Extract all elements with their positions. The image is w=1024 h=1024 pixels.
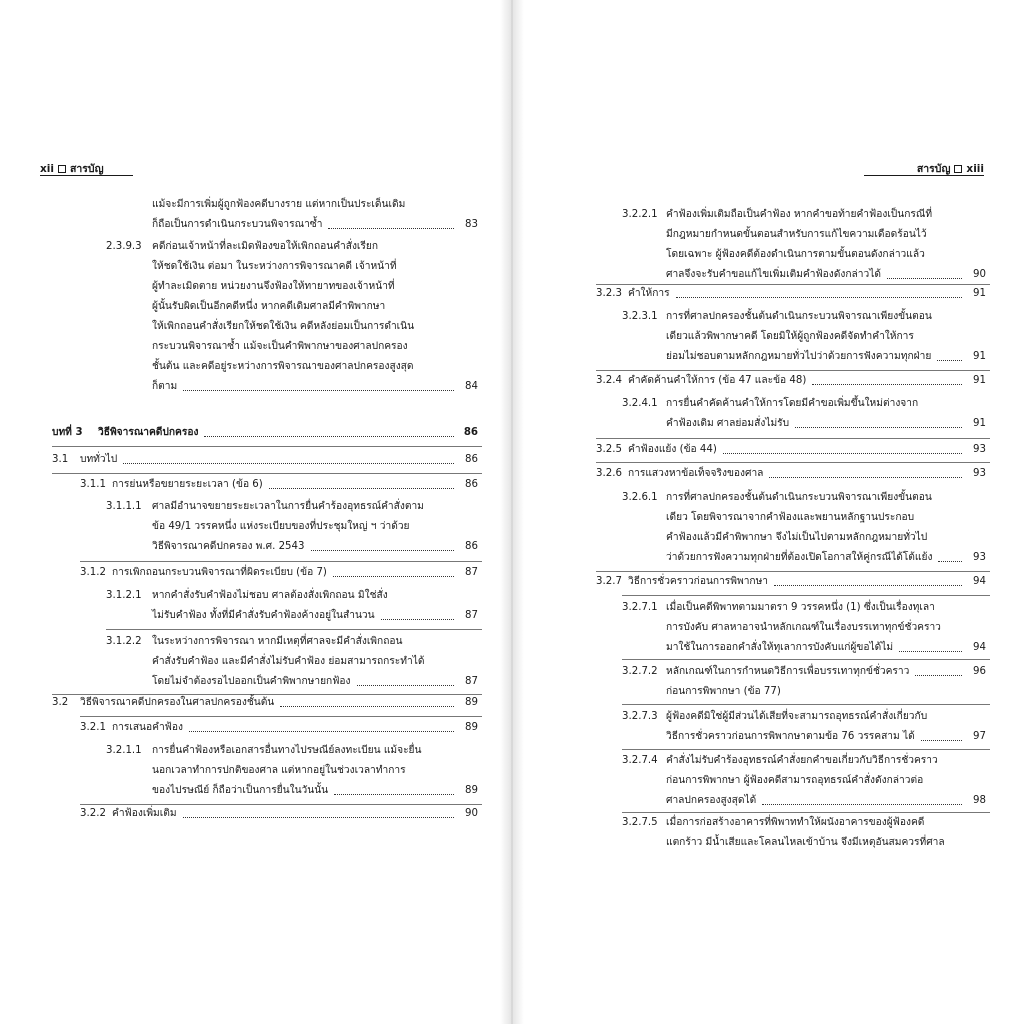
right-header-title: สารบัญ: [916, 163, 951, 175]
toc-number: 3.2.7.5: [622, 817, 658, 828]
toc-page: 87: [465, 676, 478, 687]
toc-line: ศาลจึงจะรับคำขอแก้ไขเพิ่มเติมคำฟ้องดังกล่าวได้: [666, 269, 881, 280]
toc-title: คำให้การ: [628, 288, 670, 299]
toc-page: 87: [465, 567, 478, 578]
toc-number: 2.3.9.3: [106, 241, 142, 252]
toc-entry: [622, 662, 986, 702]
toc-line: ให้เพิกถอนคำสั่งเรียกให้ชดใช้เงิน คดีหลังย่อมเป็นการดำเนิน: [152, 321, 415, 332]
toc-number: 3.1.2.1: [106, 590, 142, 601]
toc-entry: [622, 205, 986, 285]
divider: [622, 704, 990, 705]
toc-number: 3.1: [52, 454, 69, 465]
toc-number: 3.2.7.4: [622, 755, 658, 766]
toc-chapter: [52, 423, 478, 443]
toc-number: 3.1.1.1: [106, 501, 142, 512]
toc-line: ผู้ฟ้องคดีมิใช่ผู้มีส่วนได้เสียที่จะสามารถอุทธรณ์คำสั่งเกี่ยวกับ: [666, 711, 928, 722]
toc-line: การที่ศาลปกครองชั้นต้นดำเนินกระบวนพิจารณาเพียงขั้นตอน: [666, 492, 932, 503]
toc-page: 90: [973, 269, 986, 280]
toc-line: ว่าด้วยการฟังความทุกฝ่ายที่ต้องเปิดโอกาสให้คู่กรณีได้โต้แย้ง: [666, 552, 933, 563]
toc-line: การบังคับ ศาลหาอาจนำหลักเกณฑ์ในเรื่องบรรเทาทุกข์ชั่วคราว: [666, 622, 941, 633]
toc-line: คดีก่อนเจ้าหน้าที่ละเมิดฟ้องขอให้เพิกถอนคำสั่งเรียก: [152, 241, 379, 252]
toc-number: 3.2.2.1: [622, 209, 658, 220]
divider: [622, 595, 990, 596]
toc-number: 3.2.7.3: [622, 711, 658, 722]
toc-line: ย่อมไม่ชอบตามหลักกฎหมายทั่วไปว่าด้วยการฟังความทุกฝ่าย: [666, 351, 932, 362]
toc-page: 90: [465, 808, 478, 819]
toc-line: คำฟ้องเดิม ศาลย่อมสั่งไม่รับ: [666, 418, 790, 429]
toc-entry: [596, 440, 986, 460]
toc-number: 3.2.1: [80, 722, 106, 733]
divider: [52, 446, 482, 447]
toc-title: การเพิกถอนกระบวนพิจารณาที่ผิดระเบียบ (ข้อ 7): [112, 567, 327, 578]
toc-page: 86: [465, 541, 478, 552]
divider: [80, 561, 482, 562]
toc-line: การที่ศาลปกครองชั้นต้นดำเนินกระบวนพิจารณาเพียงขั้นตอน: [666, 311, 932, 322]
toc-entry: [596, 464, 986, 484]
divider: [596, 438, 990, 439]
toc-number: 3.2.4: [596, 375, 622, 386]
toc-line: มาใช้ในการออกคำสั่งให้ทุเลาการบังคับแก่ผู้ขอได้ไม่: [666, 642, 894, 653]
divider: [80, 716, 482, 717]
toc-entry: [80, 804, 478, 824]
toc-entry: [596, 572, 986, 592]
toc-line: เมื่อการก่อสร้างอาคารที่พิพาททำให้ผนังอาคารของผู้ฟ้องคดี: [666, 817, 925, 828]
toc-page: 86: [463, 427, 478, 438]
toc-page: 89: [465, 697, 478, 708]
toc-page: 86: [465, 479, 478, 490]
toc-title: การแสวงหาข้อเท็จจริงของศาล: [628, 468, 764, 479]
toc-line: หากคำสั่งรับคำฟ้องไม่ชอบ ศาลต้องสั่งเพิกถอน มิใช่สั่ง: [152, 590, 388, 601]
toc-line: ก็ตาม: [152, 381, 178, 392]
toc-line: แม้จะมีการเพิ่มผู้ถูกฟ้องคดีบางราย แต่หากเป็นประเด็นเดิม: [152, 199, 406, 210]
toc-title: บททั่วไป: [80, 454, 118, 465]
divider: [622, 659, 990, 660]
toc-entry: [106, 237, 478, 397]
toc-title: การเสนอคำฟ้อง: [112, 722, 183, 733]
toc-title: คำฟ้องเพิ่มเติม: [112, 808, 177, 819]
book-gutter: [500, 0, 524, 1024]
left-page-number: xii: [40, 162, 54, 175]
toc-page: 98: [973, 795, 986, 806]
toc-line: วิธีการชั่วคราวก่อนการพิพากษาตามข้อ 76 วรรคสาม ได้: [666, 731, 915, 742]
divider: [622, 749, 990, 750]
toc-line: ผู้ทำละเมิดตาย หน่วยงานจึงฟ้องให้ทายาทของเจ้าหน้าที่: [152, 281, 395, 292]
divider: [106, 629, 482, 630]
toc-line: หลักเกณฑ์ในการกำหนดวิธีการเพื่อบรรเทาทุกข์ชั่วคราว: [666, 666, 910, 677]
divider: [52, 473, 482, 474]
toc-line: คำสั่งรับคำฟ้อง และมีคำสั่งไม่รับคำฟ้อง ย่อมสามารถกระทำได้: [152, 656, 425, 667]
toc-entry: [622, 307, 986, 367]
toc-entry: [80, 718, 478, 738]
toc-page: 93: [973, 468, 986, 479]
toc-line: เมื่อเป็นคดีพิพาทตามมาตรา 9 วรรคหนึ่ง (1) ซึ่งเป็นเรื่องทุเลา: [666, 602, 935, 613]
toc-line: ในระหว่างการพิจารณา หากมีเหตุที่ศาลจะมีคำสั่งเพิกถอน: [152, 636, 403, 647]
toc-entry: [596, 371, 986, 391]
toc-number: 3.2.6.1: [622, 492, 658, 503]
toc-number: 3.2.5: [596, 444, 622, 455]
divider: [596, 462, 990, 463]
toc-number: 3.2.6: [596, 468, 622, 479]
toc-page: 91: [973, 418, 986, 429]
toc-page: 94: [973, 642, 986, 653]
toc-line: โดยเฉพาะ ผู้ฟ้องคดีต้องดำเนินการตามขั้นตอนดังกล่าวแล้ว: [666, 249, 925, 260]
left-header-title: สารบัญ: [69, 163, 104, 175]
toc-line: โดยไม่จำต้องรอไปออกเป็นคำพิพากษายกฟ้อง: [152, 676, 351, 687]
toc-line: ก่อนการพิพากษา ผู้ฟ้องคดีสามารถอุทธรณ์คำสั่งดังกล่าวต่อ: [666, 775, 924, 786]
toc-line: ก็ถือเป็นการดำเนินกระบวนพิจารณาซ้ำ: [152, 219, 323, 230]
toc-line: การยื่นคำฟ้องหรือเอกสารอื่นทางไปรษณีย์ลงทะเบียน แม้จะยื่น: [152, 745, 422, 756]
toc-title: วิธีพิจารณาคดีปกครอง: [98, 427, 199, 438]
toc-page: 83: [465, 219, 478, 230]
toc-line: คำฟ้องเพิ่มเติมถือเป็นคำฟ้อง หากคำขอท้ายคำฟ้องเป็นกรณีที่: [666, 209, 933, 220]
toc-line: ศาลมีอำนาจขยายระยะเวลาในการยื่นคำร้องอุทธรณ์คำสั่งตาม: [152, 501, 424, 512]
toc-line: คำฟ้องแล้วมีคำพิพากษา จึงไม่เป็นไปตามหลักกฎหมายทั่วไป: [666, 532, 928, 543]
toc-entry: [52, 693, 478, 713]
toc-title: คำฟ้องแย้ง (ข้อ 44): [628, 444, 717, 455]
toc-entry: [80, 475, 478, 495]
toc-line: ชั้นต้น และคดีอยู่ระหว่างการพิจารณาของศาลปกครองสูงสุด: [152, 361, 414, 372]
toc-entry: [106, 632, 478, 692]
toc-entry: [596, 284, 986, 304]
toc-number: 3.1.2: [80, 567, 106, 578]
toc-line: ก่อนการพิพากษา (ข้อ 77): [666, 686, 781, 697]
toc-number: 3.2: [52, 697, 69, 708]
square-icon: [954, 165, 962, 173]
toc-line: มีกฎหมายกำหนดขั้นตอนสำหรับการแก้ไขความเดือดร้อนไว้: [666, 229, 927, 240]
toc-page: 84: [465, 381, 478, 392]
toc-page: 86: [465, 454, 478, 465]
toc-number: 3.2.2: [80, 808, 106, 819]
toc-line: เดียว โดยพิจารณาจากคำฟ้องและพยานหลักฐานประกอบ: [666, 512, 915, 523]
toc-entry: [622, 598, 986, 658]
toc-title: การย่นหรือขยายระยะเวลา (ข้อ 6): [112, 479, 263, 490]
toc-page: 89: [465, 785, 478, 796]
toc-entry: [152, 195, 478, 235]
toc-entry: [52, 450, 478, 470]
toc-line: ข้อ 49/1 วรรคหนึ่ง แห่งระเบียบของที่ประชุมใหญ่ ฯ ว่าด้วย: [152, 521, 410, 532]
toc-title: วิธีการชั่วคราวก่อนการพิพากษา: [628, 576, 769, 587]
toc-line: นอกเวลาทำการปกติของศาล แต่หากอยู่ในช่วงเวลาทำการ: [152, 765, 406, 776]
square-icon: [58, 165, 66, 173]
toc-entry: [622, 751, 986, 811]
toc-entry: [622, 488, 986, 568]
toc-line: ของไปรษณีย์ ก็ถือว่าเป็นการยื่นในวันนั้น: [152, 785, 329, 796]
toc-line: การยื่นคำคัดค้านคำให้การโดยมีคำขอเพิ่มขึ้นใหม่ต่างจาก: [666, 398, 919, 409]
toc-line: แตกร้าว มีน้ำเสียและโคลนไหลเข้าบ้าน จึงมีเหตุอันสมควรที่ศาล: [666, 837, 945, 848]
toc-page: 93: [973, 552, 986, 563]
toc-number: 3.2.3.1: [622, 311, 658, 322]
toc-page: 94: [973, 576, 986, 587]
toc-page: 91: [973, 288, 986, 299]
toc-entry: [80, 563, 478, 583]
toc-entry: [622, 813, 986, 853]
toc-number: 3.2.3: [596, 288, 622, 299]
toc-number: 3.2.7.2: [622, 666, 658, 677]
toc-page: 87: [465, 610, 478, 621]
left-header-rule: [40, 175, 133, 176]
toc-line: คำสั่งไม่รับคำร้องอุทธรณ์คำสั่งยกคำขอเกี่ยวกับวิธีการชั่วคราว: [666, 755, 938, 766]
toc-number: บทที่ 3: [52, 427, 83, 438]
toc-line: ไม่รับคำฟ้อง ทั้งที่มีคำสั่งรับคำฟ้องค้างอยู่ในสำนวน: [152, 610, 375, 621]
toc-page: 93: [973, 444, 986, 455]
toc-page: 97: [973, 731, 986, 742]
toc-number: 3.1.2.2: [106, 636, 142, 647]
toc-line: เดียวแล้วพิพากษาคดี โดยมิให้ผู้ถูกฟ้องคดีจัดทำคำให้การ: [666, 331, 914, 342]
toc-title: คำคัดค้านคำให้การ (ข้อ 47 และข้อ 48): [628, 375, 807, 386]
toc-line: วิธีพิจารณาคดีปกครอง พ.ศ. 2543: [152, 541, 305, 552]
toc-page: 89: [465, 722, 478, 733]
toc-entry: [622, 707, 986, 747]
toc-entry: [106, 741, 478, 801]
toc-page: 96: [973, 666, 986, 677]
toc-number: 3.2.1.1: [106, 745, 142, 756]
toc-line: ให้ชดใช้เงิน ต่อมา ในระหว่างการพิจารณาคดี เจ้าหน้าที่: [152, 261, 397, 272]
toc-entry: [106, 586, 478, 626]
toc-line: ผู้นั้นรับผิดเป็นอีกคดีหนึ่ง หากคดีเดิมศาลมีคำพิพากษา: [152, 301, 386, 312]
toc-entry: [622, 394, 986, 434]
toc-page: 91: [973, 351, 986, 362]
toc-line: กระบวนพิจารณาซ้ำ แม้จะเป็นคำพิพากษาของศาลปกครอง: [152, 341, 408, 352]
toc-number: 3.2.7.1: [622, 602, 658, 613]
right-page-number: xiii: [966, 162, 984, 175]
toc-page: 91: [973, 375, 986, 386]
toc-title: วิธีพิจารณาคดีปกครองในศาลปกครองชั้นต้น: [80, 697, 275, 708]
toc-number: 3.2.7: [596, 576, 622, 587]
toc-number: 3.2.4.1: [622, 398, 658, 409]
toc-number: 3.1.1: [80, 479, 106, 490]
right-header-rule: [864, 175, 984, 176]
toc-line: ศาลปกครองสูงสุดได้: [666, 795, 757, 806]
toc-entry: [106, 497, 478, 557]
